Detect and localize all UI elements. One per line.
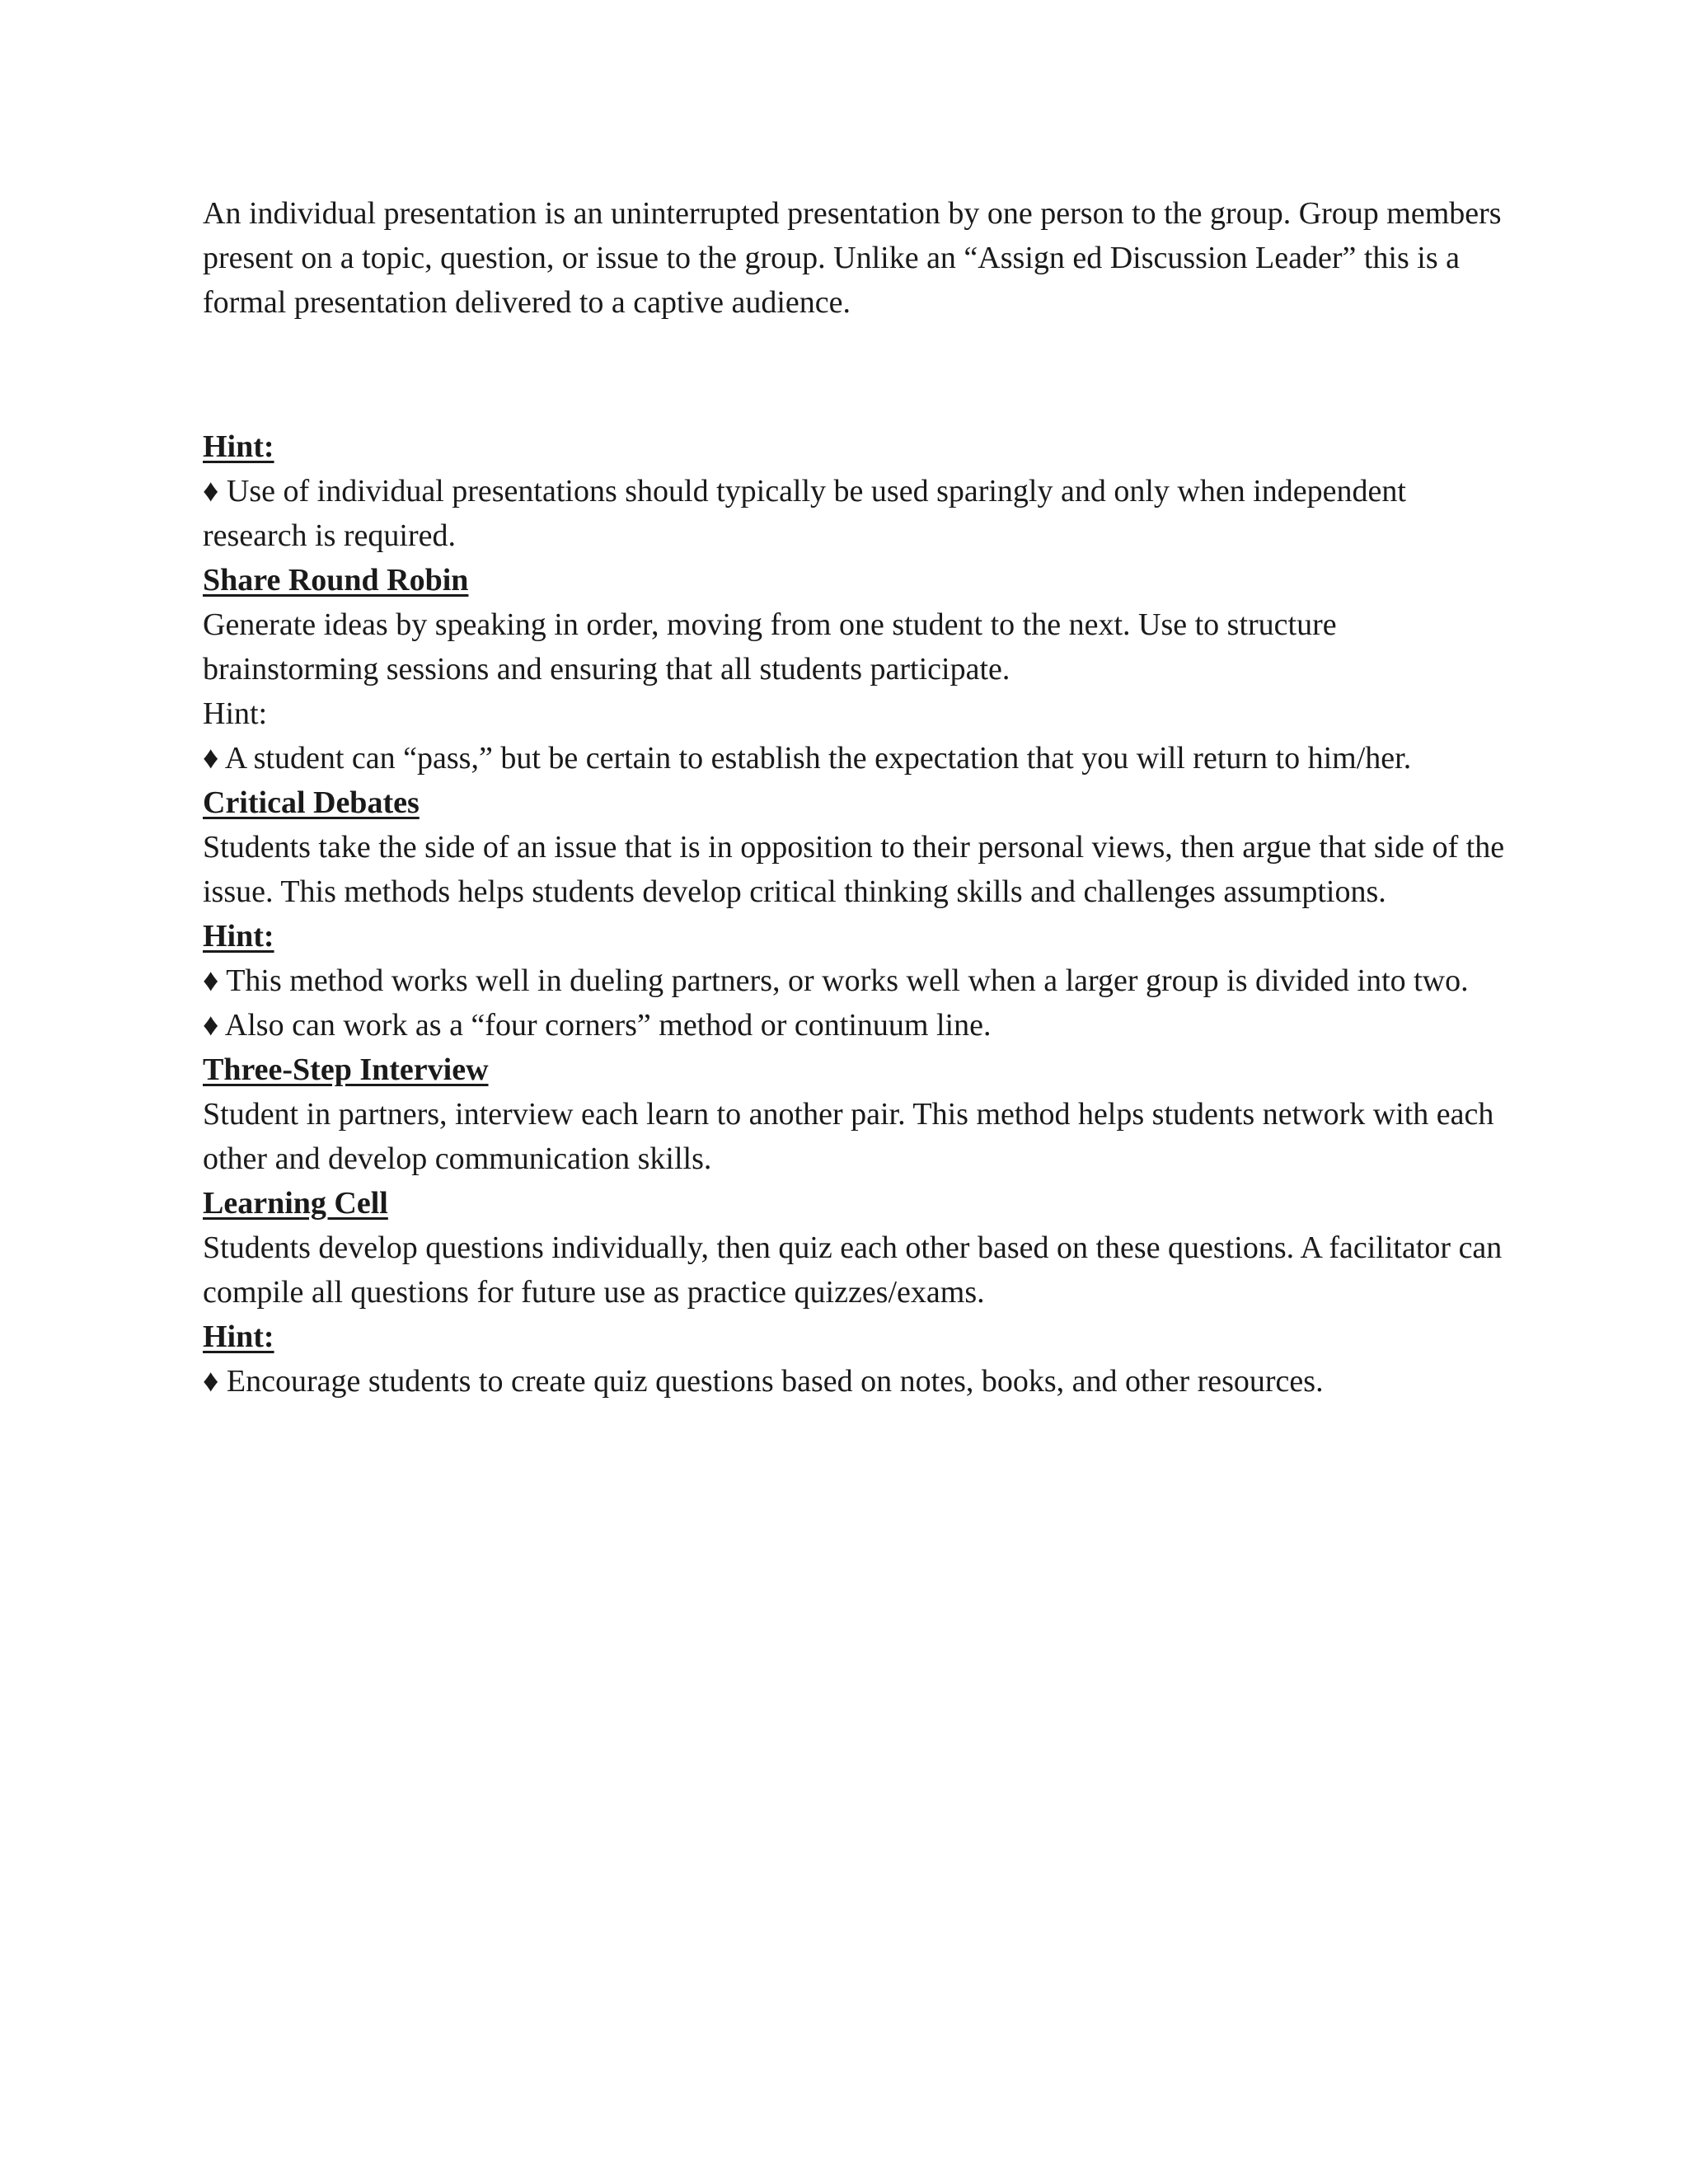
- three-step-interview-description: Student in partners, interview each learn to another pair. This method helps students network with each other and develop communication skills.: [203, 1097, 1494, 1176]
- share-round-robin-hint-label: Hint:: [203, 696, 268, 731]
- individual-presentation-hint-heading: Hint:: [203, 429, 274, 464]
- page-content: [203, 191, 1505, 1404]
- share-round-robin-heading: Share Round Robin: [203, 563, 469, 598]
- critical-debates-hint-item: ♦ This method works well in dueling partners, or works well when a larger group is divided into two.: [203, 963, 1469, 998]
- learning-cell-description: Students develop questions individually, then quiz each other based on these questions. A facilitator can compile all questions for future use as practice quizzes/exams.: [203, 1230, 1503, 1310]
- three-step-interview-heading: Three-Step Interview: [203, 1052, 489, 1087]
- share-round-robin-description: Generate ideas by speaking in order, moving from one student to the next. Use to structure brainstorming sessions and ensuring that all students participate.: [203, 607, 1337, 687]
- critical-debates-hint-heading: Hint:: [203, 919, 274, 954]
- intro-paragraph: An individual presentation is an uninterrupted presentation by one person to the group. Group members present on a topic, question, or issue to the group. Unlike an “Assign ed Discussion Leader” this is a formal presentation delivered to a captive audience.: [203, 196, 1502, 320]
- critical-debates-heading: Critical Debates: [203, 785, 420, 820]
- learning-cell-hint-heading: Hint:: [203, 1319, 274, 1354]
- critical-debates-description: Students take the side of an issue that is in opposition to their personal views, then argue that side of the issue. This methods helps students develop critical thinking skills and challenges assumptions.: [203, 830, 1505, 909]
- individual-presentation-hint-item: ♦ Use of individual presentations should typically be used sparingly and only when independent research is required.: [203, 474, 1406, 553]
- share-round-robin-hint-item: ♦ A student can “pass,” but be certain to establish the expectation that you will return to him/her.: [203, 741, 1412, 776]
- critical-debates-hint-item: ♦ Also can work as a “four corners” method or continuum line.: [203, 1008, 992, 1043]
- learning-cell-hint-item: ♦ Encourage students to create quiz questions based on notes, books, and other resources.: [203, 1364, 1324, 1399]
- learning-cell-heading: Learning Cell: [203, 1186, 388, 1221]
